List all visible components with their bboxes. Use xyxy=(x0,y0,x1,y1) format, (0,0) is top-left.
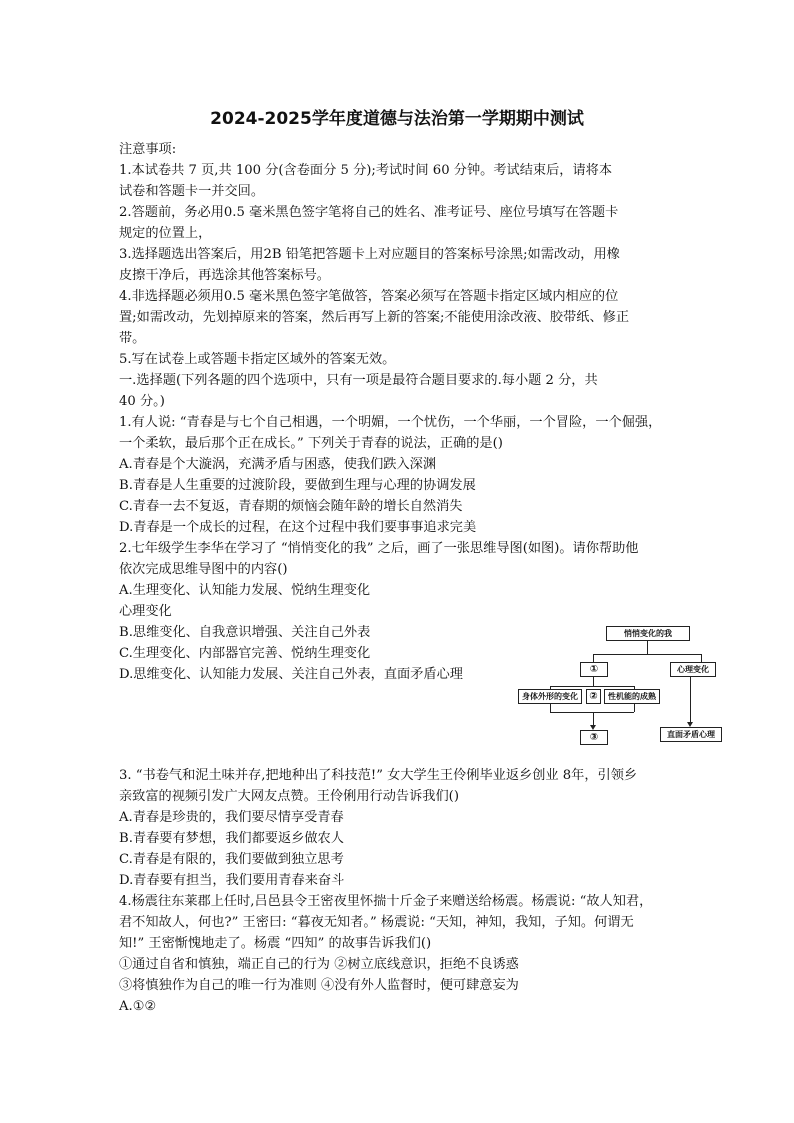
notice-line: 置;如需改动，先划掉原来的答案，然后再写上新的答案;不能使用涂改液、胶带纸、修正 xyxy=(119,310,630,325)
question-1-option-a: A.青春是个大漩涡，充满矛盾与困惑，使我们跌入深渊 xyxy=(119,457,437,472)
exam-title: 2024-2025学年度道德与法治第一学期期中测试 xyxy=(210,109,584,129)
notice-line: 2.答题前，务必用0.5 毫米黑色签字笔将自己的姓名、准考证号、座位号填写在答题卡 xyxy=(119,205,619,220)
question-2-stem: 2.七年级学生李华在学习了 “悄悄变化的我” 之后，画了一张思维导图(如图)。请你帮助他 xyxy=(119,541,639,556)
mind-map-body-change: 身体外形的变化 xyxy=(518,689,582,704)
notice-line: 规定的位置上， xyxy=(119,226,212,241)
mind-map-diagram xyxy=(514,622,728,750)
question-3-stem: 亲致富的视频引发广大网友点赞。王伶俐用行动告诉我们() xyxy=(119,789,459,804)
section-header: 40 分。) xyxy=(119,394,165,409)
section-header: 一.选择题(下列各题的四个选项中，只有一项是最符合题目要求的.每小题 2 分，共 xyxy=(119,373,598,388)
mind-map-node-2: ② xyxy=(586,689,601,704)
question-4-stem: 君不知故人，何也?” 王密曰: “暮夜无知者。” 杨震说: “天知，神知，我知，子知。何谓无 xyxy=(119,915,634,930)
question-3-option-d: D.青春要有担当，我们要用青春来奋斗 xyxy=(119,873,345,888)
question-3-stem: 3. “书卷气和泥土味并存,把地种出了科技范!” 女大学生王伶俐毕业返乡创业 8年，引领乡 xyxy=(119,768,638,783)
question-1-option-b: B.青春是人生重要的过渡阶段，要做到生理与心理的协调发展 xyxy=(119,478,476,493)
notice-line: 带。 xyxy=(119,331,146,346)
question-2-stem: 依次完成思维导图中的内容() xyxy=(119,562,288,577)
notice-line: 皮擦干净后，再选涂其他答案标号。 xyxy=(119,268,330,283)
question-1-option-c: C.青春一去不复返，青春期的烦恼会随年龄的增长自然消失 xyxy=(119,499,463,514)
notice-line: 3.选择题选出答案后，用2B 铅笔把答题卡上对应题目的答案标号涂黑;如需改动，用橡 xyxy=(119,247,620,262)
question-2-option-c: C.生理变化、内部器官完善、悦纳生理变化 xyxy=(119,646,371,661)
mind-map-node-3: ③ xyxy=(580,730,608,745)
question-4-stem: 4.杨震往东莱郡上任时,吕邑县令王密夜里怀揣十斤金子来赠送给杨震。杨震说: “故人知君， xyxy=(119,894,653,909)
question-4-stem: 知!” 王密惭愧地走了。杨震 “四知” 的故事告诉我们() xyxy=(119,936,432,951)
question-3-option-a: A.青春是珍贵的，我们要尽情享受青春 xyxy=(119,810,344,825)
question-2-option-d: D.思维变化、认知能力发展、关注自己外表，直面矛盾心理 xyxy=(119,667,463,682)
question-1-stem: 1.有人说: “青春是与七个自己相遇，一个明媚，一个忧伤，一个华丽，一个冒险，一个倔强， xyxy=(119,415,662,430)
question-2-option-a-cont: 心理变化 xyxy=(119,604,172,619)
mind-map-psych-change: 心理变化 xyxy=(670,662,716,677)
notice-line: 1.本试卷共 7 页,共 100 分(含卷面分 5 分);考试时间 60 分钟。考试结束后，请将本 xyxy=(119,163,613,178)
mind-map-face-conflict: 直面矛盾心理 xyxy=(660,727,722,742)
notice-line: 4.非选择题必须用0.5 毫米黑色签字笔做答，答案必须写在答题卡指定区域内相应的位 xyxy=(119,289,619,304)
question-4-option-a: A.①② xyxy=(119,999,157,1014)
question-1-stem: 一个柔软，最后那个正在成长。” 下列关于青春的说法，正确的是() xyxy=(119,436,503,451)
question-3-option-b: B.青春要有梦想，我们都要返乡做农人 xyxy=(119,831,344,846)
question-3-option-c: C.青春是有限的，我们要做到独立思考 xyxy=(119,852,344,867)
notice-heading: 注意事项: xyxy=(119,142,177,157)
notice-line: 5.写在试卷上或答题卡指定区域外的答案无效。 xyxy=(119,352,396,367)
question-4-statements: ①通过自省和慎独，端正自己的行为 ②树立底线意识，拒绝不良诱惑 xyxy=(119,957,519,972)
question-2-option-a: A.生理变化、认知能力发展、悦纳生理变化 xyxy=(119,583,371,598)
question-2-option-b: B.思维变化、自我意识增强、关注自己外表 xyxy=(119,625,371,640)
notice-line: 试卷和答题卡一并交回。 xyxy=(119,184,265,199)
question-4-statements: ③将慎独作为自己的唯一行为准则 ④没有外人监督时，便可肆意妄为 xyxy=(119,978,519,993)
mind-map-sexual-maturity: 性机能的成熟 xyxy=(604,689,660,704)
question-1-option-d: D.青春是一个成长的过程，在这个过程中我们要事事追求完美 xyxy=(119,520,477,535)
mind-map-root: 悄悄变化的我 xyxy=(606,626,690,641)
mind-map-node-1: ① xyxy=(580,662,608,677)
